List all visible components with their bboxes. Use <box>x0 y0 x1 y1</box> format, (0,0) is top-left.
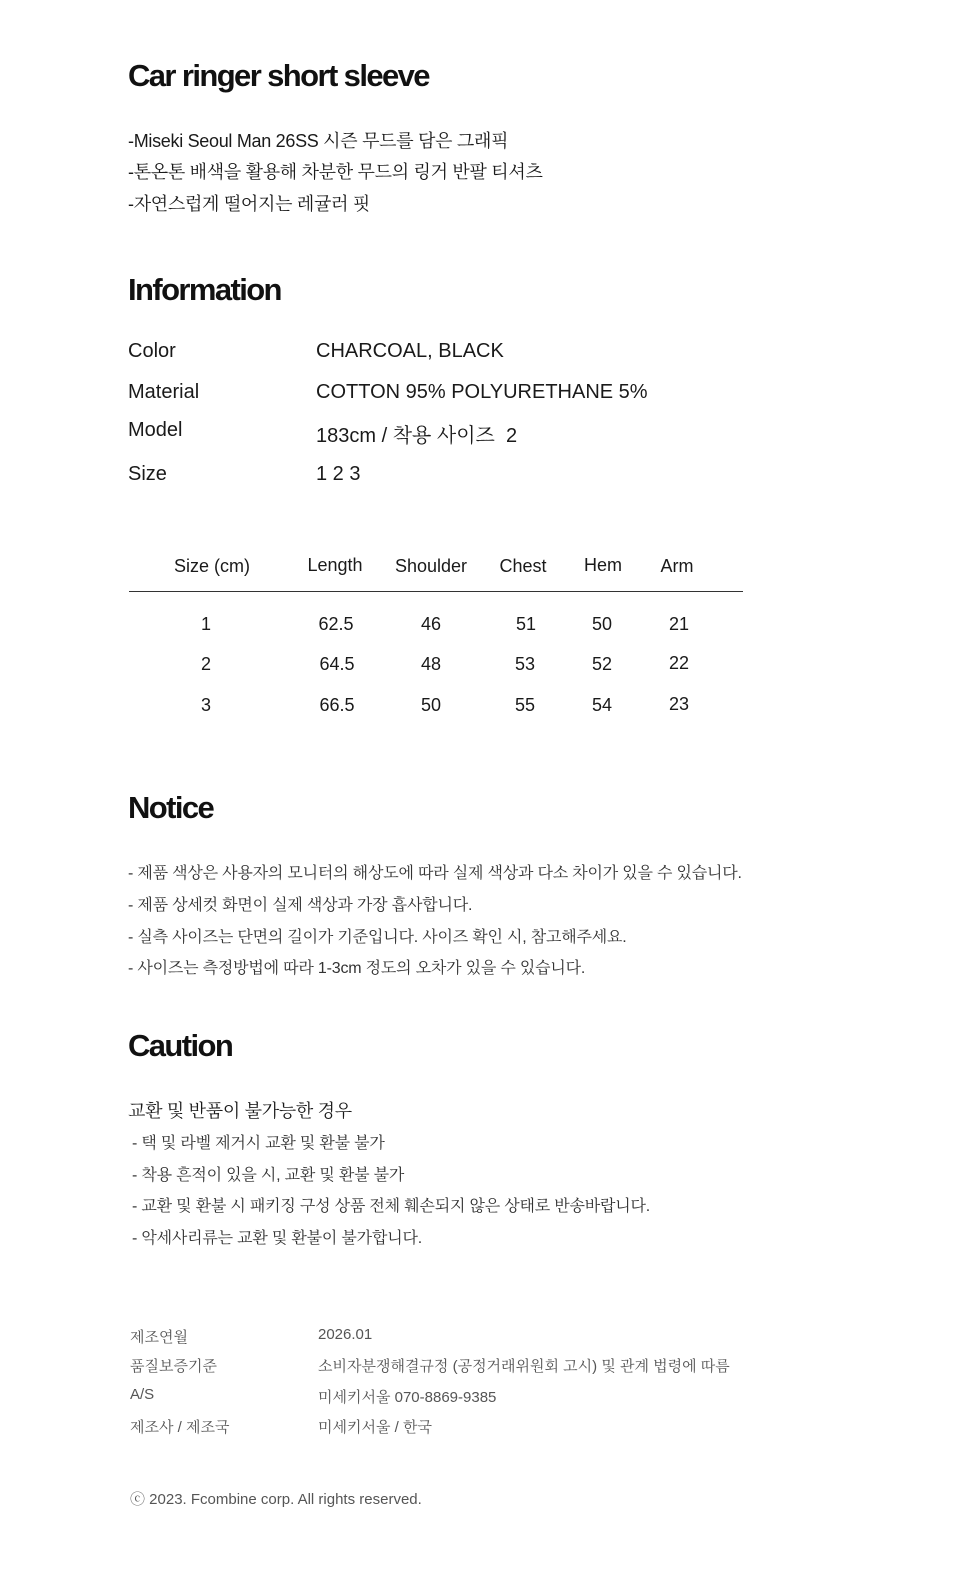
notice-heading: Notice <box>128 790 214 825</box>
table-cell: 48 <box>420 654 442 674</box>
table-cell: 50 <box>420 695 442 715</box>
table-header-length: Length <box>307 555 363 575</box>
table-divider <box>129 591 743 592</box>
table-cell: 2 <box>200 654 212 674</box>
table-cell: 54 <box>591 695 613 715</box>
meta-key-manufacturer: 제조사 / 제조국 <box>130 1419 230 1436</box>
size-table <box>129 546 743 726</box>
meta-key-quality-standard: 품질보증기준 <box>130 1358 217 1375</box>
caution-heading: Caution <box>128 1028 233 1063</box>
info-value-size: 1 2 3 <box>316 463 361 485</box>
notice-line: - 실측 사이즈는 단면의 길이가 기준입니다. 사이즈 확인 시, 참고해주세요. <box>128 929 627 946</box>
table-cell: 21 <box>668 614 690 634</box>
table-cell: 53 <box>514 654 536 674</box>
table-cell: 1 <box>200 614 212 634</box>
notice-line: - 제품 색상은 사용자의 모니터의 해상도에 따라 실제 색상과 다소 차이가 있을 수 있습니다. <box>128 865 742 882</box>
caution-line: - 악세사리류는 교환 및 환불이 불가합니다. <box>132 1230 422 1247</box>
table-cell: 64.5 <box>319 654 355 674</box>
meta-value-manufacture-date: 2026.01 <box>318 1326 373 1343</box>
info-value-material: COTTON 95% POLYURETHANE 5% <box>316 381 648 403</box>
table-cell: 22 <box>668 653 690 673</box>
table-header-size: Size (cm) <box>174 556 250 576</box>
meta-value-manufacturer: 미세키서울 / 한국 <box>318 1419 432 1436</box>
meta-value-quality-standard: 소비자분쟁해결규정 (공정거래위원회 고시) 및 관계 법령에 따름 <box>318 1358 730 1375</box>
information-heading: Information <box>128 272 281 307</box>
notice-line: - 사이즈는 측정방법에 따라 1-3cm 정도의 오차가 있을 수 있습니다. <box>128 960 586 977</box>
meta-key-as: A/S <box>130 1386 155 1403</box>
table-cell: 3 <box>200 695 212 715</box>
info-key-material: Material <box>128 381 200 403</box>
table-cell: 66.5 <box>319 695 355 715</box>
info-value-model: 183cm / 착용 사이즈 2 <box>316 425 518 447</box>
table-header-hem: Hem <box>583 555 623 575</box>
table-cell: 62.5 <box>318 614 354 634</box>
caution-subheading: 교환 및 반품이 불가능한 경우 <box>128 1101 352 1121</box>
table-cell: 50 <box>591 614 613 634</box>
description-line: -톤온톤 배색을 활용해 차분한 무드의 링거 반팔 티셔츠 <box>128 162 543 182</box>
table-cell: 46 <box>420 614 442 634</box>
table-header-chest: Chest <box>499 556 547 576</box>
table-cell: 52 <box>591 654 613 674</box>
table-header-shoulder: Shoulder <box>394 556 468 576</box>
info-key-size: Size <box>128 463 167 485</box>
info-key-model: Model <box>128 419 183 441</box>
caution-line: - 착용 흔적이 있을 시, 교환 및 환불 불가 <box>132 1167 405 1184</box>
caution-line: - 택 및 라벨 제거시 교환 및 환불 불가 <box>132 1135 385 1152</box>
table-cell: 55 <box>514 695 536 715</box>
meta-value-as: 미세키서울 070-8869-9385 <box>318 1389 497 1406</box>
notice-line: - 제품 상세컷 화면이 실제 색상과 가장 흡사합니다. <box>128 897 473 914</box>
meta-key-manufacture-date: 제조연월 <box>130 1329 188 1346</box>
table-cell: 23 <box>668 694 690 714</box>
table-header-arm: Arm <box>660 556 694 576</box>
description-line: -Miseki Seoul Man 26SS 시즌 무드를 담은 그래픽 <box>128 131 509 151</box>
info-value-color: CHARCOAL, BLACK <box>316 340 504 362</box>
description-line: -자연스럽게 떨어지는 레귤러 핏 <box>128 194 370 214</box>
caution-line: - 교환 및 환불 시 패키징 구성 상품 전체 훼손되지 않은 상태로 반송바랍니다. <box>132 1198 650 1215</box>
table-cell: 51 <box>515 614 537 634</box>
info-key-color: Color <box>128 340 176 362</box>
product-title: Car ringer short sleeve <box>128 58 429 93</box>
copyright-text: ⓒ 2023. Fcombine corp. All rights reserved. <box>130 1491 422 1508</box>
